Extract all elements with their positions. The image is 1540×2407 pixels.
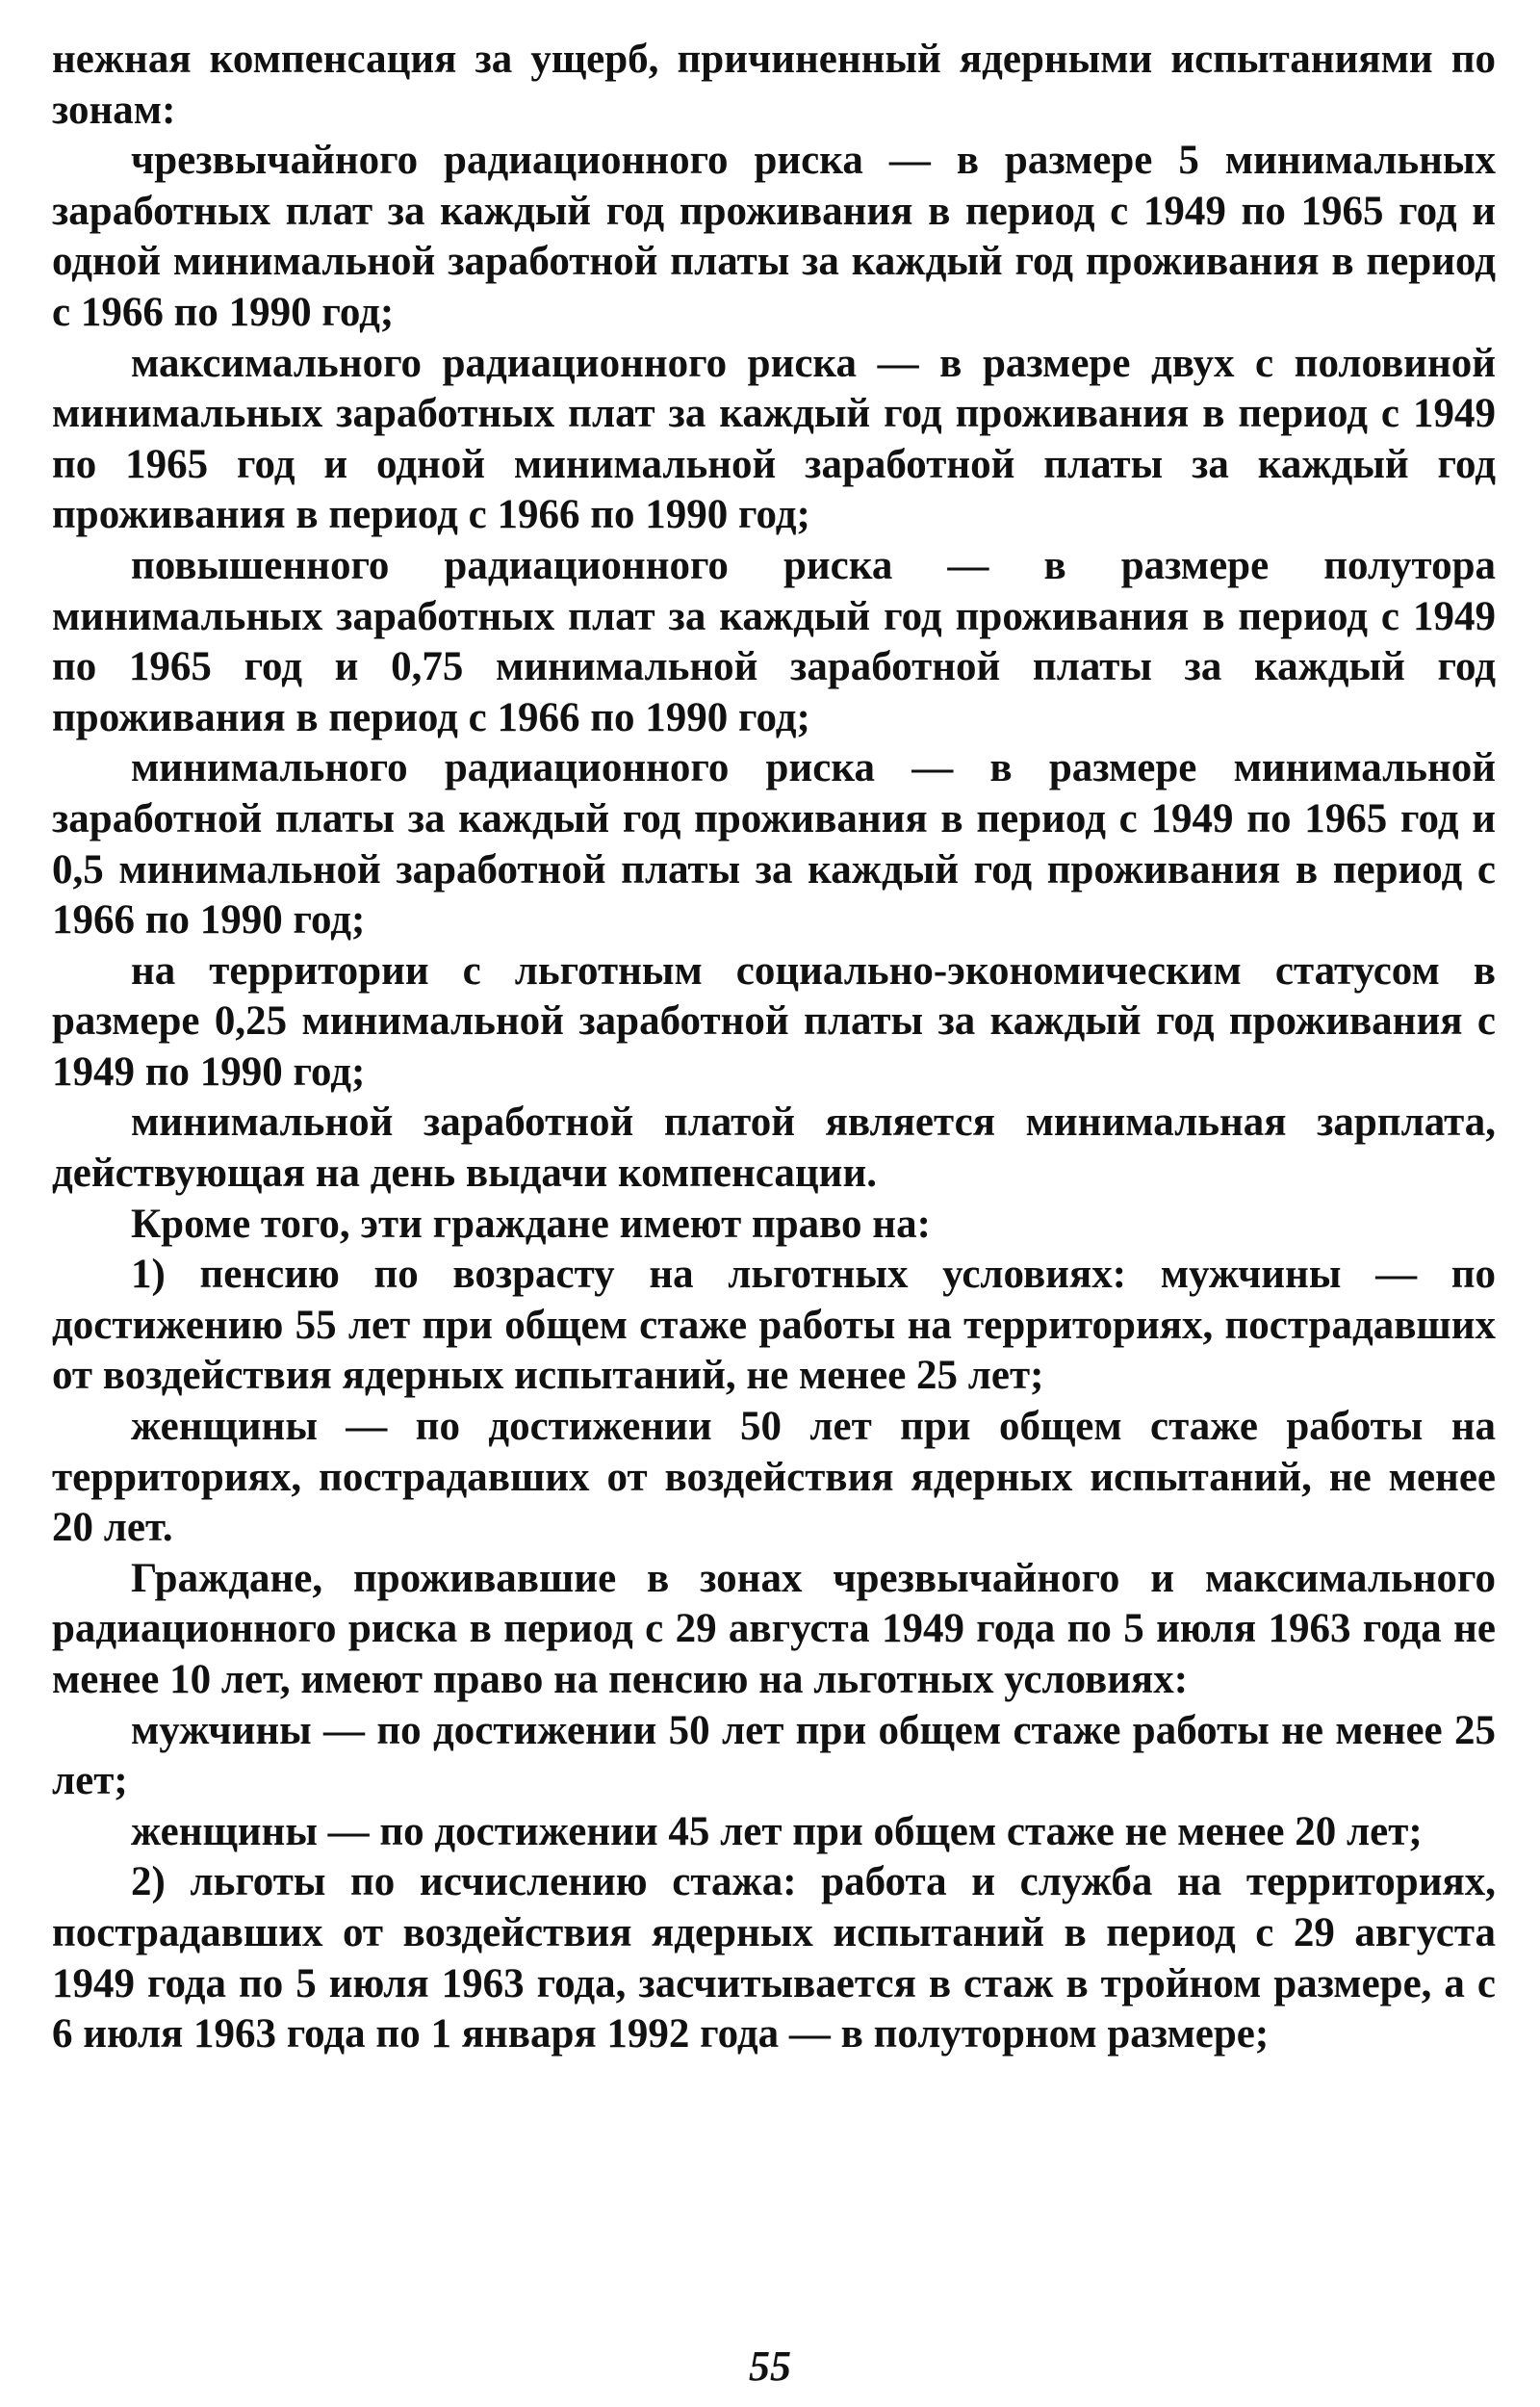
paragraph-residents-men: мужчины — по достижении 50 лет при общем стаже работы не менее 25 лет; [52,1707,1496,1804]
paragraph-pension-women: женщины — по достижении 50 лет при общем стаже работы на территориях, пострадавших от воздействия ядерных испытаний, не менее 20 лет. [52,1404,1496,1551]
page-number: 55 [749,2342,791,2390]
paragraph-minimum-risk: минимального радиационного риска — в размере минимальной заработной платы за каждый год проживания в период с 1949 по 1965 год и 0,5 минимальной заработной платы за каждый год проживания в период с 1966 по 1990 год; [52,745,1496,944]
paragraph-minimum-wage-definition: минимальной заработной платой является минимальная зарплата, действующая на день выдачи компенсации. [52,1100,1496,1197]
paragraph-residents-women: женщины — по достижении 45 лет при общем стаже не менее 20 лет; [131,1808,1423,1854]
paragraph-extreme-risk: чрезвычайного радиационного риска — в размере 5 минимальных заработных плат за каждый год проживания в период с 1949 по 1965 год и одной минимальной заработной платы за каждый год проживания в период с 1966 по 1990 год; [52,138,1496,335]
paragraph-continuation: нежная компенсация за ущерб, причиненный ядерными испытаниями по зонам: [52,37,1496,133]
paragraph-increased-risk: повышенного радиационного риска — в размере полутора минимальных заработных плат за каждый год проживания в период с 1949 по 1965 год и 0,75 минимальной заработной платы за каждый год проживания в период с 1966 по 1990 год; [52,542,1496,740]
paragraph-pension-men: 1) пенсию по возрасту на льготных условиях: мужчины — по достижению 55 лет при общем стаже работы на территориях, пострадавших от воздействия ядерных испытаний, не менее 25 лет; [52,1252,1496,1399]
paragraph-preferential-status: на территории с льготным социально-экономическим статусом в размере 0,25 минимальной заработной платы за каждый год проживания с 1949 по 1990 год; [52,947,1496,1095]
paragraph-service-length: 2) льготы по исчислению стажа: работа и служба на территориях, пострадавших от воздействия ядерных испытаний в период с 29 августа 1949 года по 5 июля 1963 года, засчитывается в стаж в тройном размере, а с 6 июля 1963 года по 1 января 1992 года — в полуторном размере; [52,1859,1496,2058]
paragraph-rights-intro: Кроме того, эти граждане имеют право на: [131,1201,931,1247]
page-body [52,35,1496,2060]
paragraph-residents-pension: Граждане, проживавшие в зонах чрезвычайного и максимального радиационного риска в период с 29 августа 1949 года по 5 июля 1963 года не менее 10 лет, имеют право на пенсию на льготных условиях: [52,1555,1496,1702]
paragraph-maximum-risk: максимального радиационного риска — в размере двух с половиной минимальных заработных плат за каждый год проживания в период с 1949 по 1965 год и одной минимальной заработной платы за каждый год проживания в период с 1966 по 1990 год; [52,340,1496,538]
